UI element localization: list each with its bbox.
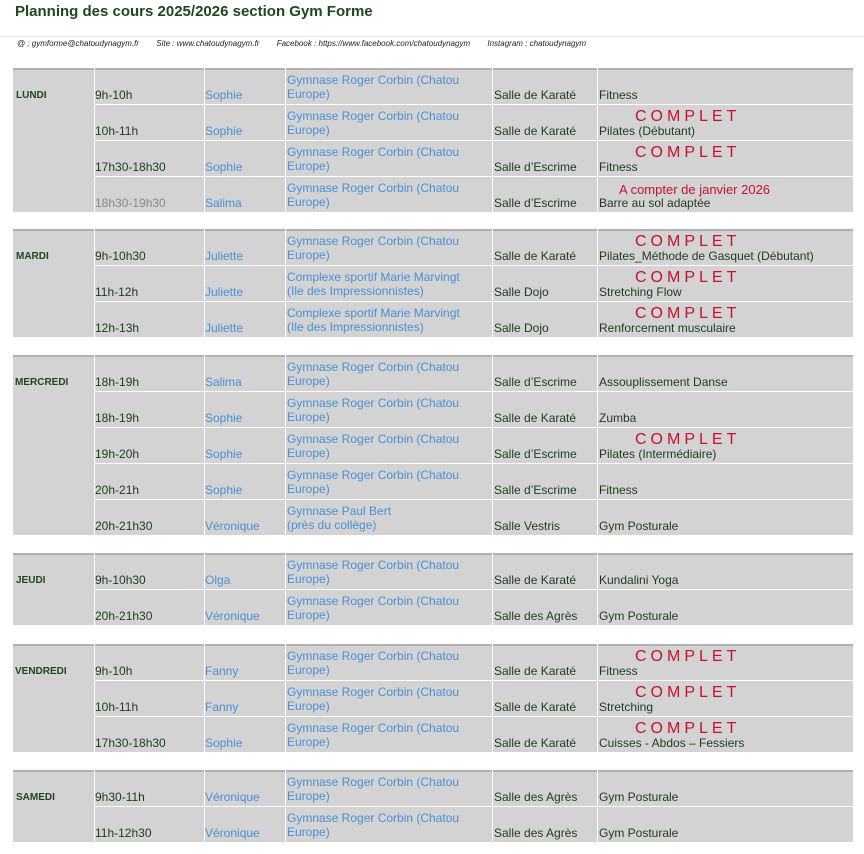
table-row bbox=[13, 589, 853, 625]
time-cell: 18h30-19h30 bbox=[95, 196, 166, 210]
room-cell: Salle Vestris bbox=[494, 519, 561, 533]
place-line-2: Europe) bbox=[287, 482, 330, 496]
time-cell: 17h30-18h30 bbox=[95, 160, 166, 174]
place-line-2: Europe) bbox=[287, 572, 330, 586]
table-row bbox=[13, 770, 853, 806]
place-line-1: Gymnase Roger Corbin (Chatou bbox=[287, 685, 460, 699]
place-line-1: Gymnase Roger Corbin (Chatou bbox=[287, 432, 460, 446]
table-row bbox=[13, 355, 853, 391]
course-cell: Pilates_Méthode de Gasquet (Débutant) bbox=[599, 249, 814, 263]
place-line-2: Europe) bbox=[287, 663, 330, 677]
place-line-1: Gymnase Roger Corbin (Chatou bbox=[287, 775, 460, 789]
table-row bbox=[13, 301, 853, 337]
course-cell: Fitness bbox=[599, 483, 638, 497]
day-group-jeudi bbox=[13, 553, 853, 625]
page-title: Planning des cours 2025/2026 section Gym Forme bbox=[15, 3, 373, 20]
course-cell: Zumba bbox=[599, 411, 637, 425]
room-cell: Salle de Karaté bbox=[494, 249, 577, 263]
course-cell: Assouplissement Danse bbox=[599, 375, 728, 389]
teacher-cell: Sophie bbox=[205, 736, 243, 750]
room-cell: Salle de Karaté bbox=[494, 664, 577, 678]
place-line-2: Europe) bbox=[287, 735, 330, 749]
course-cell: Gym Posturale bbox=[599, 790, 679, 804]
teacher-cell: Fanny bbox=[205, 700, 239, 714]
course-cell: Pilates (Débutant) bbox=[599, 124, 696, 138]
course-cell: Stretching bbox=[599, 700, 654, 714]
table-row bbox=[13, 140, 853, 176]
complet-stamp: COMPLET bbox=[635, 144, 741, 161]
teacher-cell: Sophie bbox=[205, 411, 243, 425]
contact-facebook[interactable]: Facebook : https://www.facebook.com/chatoudynagym bbox=[276, 39, 471, 48]
day-label: SAMEDI bbox=[16, 792, 55, 803]
room-cell: Salle d’Escrime bbox=[494, 483, 577, 497]
room-cell: Salle de Karaté bbox=[494, 573, 577, 587]
teacher-cell: Véronique bbox=[205, 826, 260, 840]
time-cell: 11h-12h bbox=[95, 285, 139, 299]
teacher-cell: Juliette bbox=[205, 285, 244, 299]
room-cell: Salle de Karaté bbox=[494, 411, 577, 425]
teacher-cell: Juliette bbox=[205, 321, 244, 335]
time-cell: 18h-19h bbox=[95, 411, 140, 425]
table-row bbox=[13, 391, 853, 427]
place-line-1: Gymnase Roger Corbin (Chatou bbox=[287, 181, 460, 195]
contact-instagram[interactable]: Instagram : chatoudynagym bbox=[487, 39, 587, 48]
place-line-1: Gymnase Roger Corbin (Chatou bbox=[287, 468, 460, 482]
teacher-cell: Juliette bbox=[205, 249, 244, 263]
place-line-2: Europe) bbox=[287, 446, 330, 460]
teacher-cell: Sophie bbox=[205, 124, 243, 138]
day-label: JEUDI bbox=[16, 575, 46, 586]
place-line-2: Europe) bbox=[287, 825, 330, 839]
table-row bbox=[13, 265, 853, 301]
place-line-2: (près du collège) bbox=[287, 518, 377, 532]
teacher-cell: Fanny bbox=[205, 664, 239, 678]
teacher-cell: Salima bbox=[205, 375, 242, 389]
course-cell: Renforcement musculaire bbox=[599, 321, 736, 335]
time-cell: 9h-10h bbox=[95, 88, 133, 102]
place-line-1: Gymnase Paul Bert bbox=[287, 504, 392, 518]
complet-stamp: COMPLET bbox=[635, 305, 741, 322]
room-cell: Salle de Karaté bbox=[494, 88, 577, 102]
day-group-mardi bbox=[13, 229, 853, 337]
place-line-2: Europe) bbox=[287, 159, 330, 173]
place-line-2: (Ile des Impressionnistes) bbox=[287, 320, 424, 334]
time-cell: 9h-10h bbox=[95, 664, 133, 678]
time-cell: 18h-19h bbox=[95, 375, 140, 389]
place-line-2: Europe) bbox=[287, 608, 330, 622]
room-cell: Salle d’Escrime bbox=[494, 447, 577, 461]
place-line-2: Europe) bbox=[287, 789, 330, 803]
time-cell: 9h-10h30 bbox=[95, 573, 146, 587]
contact-email[interactable]: @ : gymforme@chatoudynagym.fr bbox=[17, 39, 140, 48]
place-line-2: Europe) bbox=[287, 87, 330, 101]
day-group-lundi bbox=[13, 68, 853, 212]
teacher-cell: Sophie bbox=[205, 483, 243, 497]
place-line-2: (Ile des Impressionnistes) bbox=[287, 284, 424, 298]
teacher-cell: Véronique bbox=[205, 609, 260, 623]
complet-stamp: COMPLET bbox=[635, 648, 741, 665]
place-line-1: Gymnase Roger Corbin (Chatou bbox=[287, 109, 460, 123]
place-line-2: Europe) bbox=[287, 699, 330, 713]
time-cell: 11h-12h30 bbox=[95, 826, 152, 840]
course-cell: Pilates (Intermédiaire) bbox=[599, 447, 717, 461]
day-label: MERCREDI bbox=[15, 377, 69, 388]
place-line-1: Gymnase Roger Corbin (Chatou bbox=[287, 594, 460, 608]
contact-site[interactable]: Site : www.chatoudynagym.fr bbox=[156, 39, 260, 48]
teacher-cell: Sophie bbox=[205, 88, 243, 102]
complet-stamp: COMPLET bbox=[635, 720, 741, 737]
course-cell: Barre au sol adaptée bbox=[599, 196, 711, 210]
time-cell: 12h-13h bbox=[95, 321, 140, 335]
table-row bbox=[13, 499, 853, 535]
course-cell: Fitness bbox=[599, 160, 638, 174]
time-cell: 17h30-18h30 bbox=[95, 736, 166, 750]
day-label: LUNDI bbox=[16, 90, 47, 101]
course-cell: Cuisses - Abdos – Fessiers bbox=[599, 736, 745, 750]
course-cell: Kundalini Yoga bbox=[599, 573, 679, 587]
day-label: MARDI bbox=[16, 251, 49, 262]
time-cell: 10h-11h bbox=[95, 124, 139, 138]
place-line-1: Gymnase Roger Corbin (Chatou bbox=[287, 558, 460, 572]
time-cell: 19h-20h bbox=[95, 447, 140, 461]
place-line-1: Gymnase Roger Corbin (Chatou bbox=[287, 360, 460, 374]
complet-stamp: COMPLET bbox=[635, 108, 741, 125]
room-cell: Salle des Agrès bbox=[494, 826, 578, 840]
time-cell: 9h-10h30 bbox=[95, 249, 146, 263]
teacher-cell: Salima bbox=[205, 196, 242, 210]
time-cell: 10h-11h bbox=[95, 700, 139, 714]
room-cell: Salle Dojo bbox=[494, 321, 549, 335]
room-cell: Salle d’Escrime bbox=[494, 375, 577, 389]
course-cell: Gym Posturale bbox=[599, 826, 679, 840]
day-group-samedi bbox=[13, 770, 853, 842]
place-line-1: Gymnase Roger Corbin (Chatou bbox=[287, 396, 460, 410]
complet-stamp: COMPLET bbox=[635, 269, 741, 286]
time-cell: 20h-21h bbox=[95, 483, 140, 497]
teacher-cell: Véronique bbox=[205, 519, 260, 533]
place-line-1: Gymnase Roger Corbin (Chatou bbox=[287, 811, 460, 825]
table-row bbox=[13, 716, 853, 752]
teacher-cell: Olga bbox=[205, 573, 231, 587]
teacher-cell: Sophie bbox=[205, 160, 243, 174]
table-row bbox=[13, 176, 853, 212]
complet-stamp: COMPLET bbox=[635, 431, 741, 448]
table-row bbox=[13, 553, 853, 589]
course-cell: Gym Posturale bbox=[599, 519, 679, 533]
course-cell: Gym Posturale bbox=[599, 609, 679, 623]
place-line-1: Complexe sportif Marie Marvingt bbox=[287, 306, 460, 320]
course-cell: Fitness bbox=[599, 88, 638, 102]
place-line-1: Gymnase Roger Corbin (Chatou bbox=[287, 145, 460, 159]
contact-line bbox=[17, 39, 601, 48]
teacher-cell: Véronique bbox=[205, 790, 260, 804]
table-row bbox=[13, 644, 853, 680]
place-line-2: Europe) bbox=[287, 410, 330, 424]
table-row bbox=[13, 68, 853, 104]
table-row bbox=[13, 229, 853, 265]
complet-stamp: COMPLET bbox=[635, 233, 741, 250]
place-line-2: Europe) bbox=[287, 123, 330, 137]
table-row bbox=[13, 680, 853, 716]
place-line-1: Gymnase Roger Corbin (Chatou bbox=[287, 721, 460, 735]
place-line-1: Complexe sportif Marie Marvingt bbox=[287, 270, 460, 284]
day-group-vendredi bbox=[13, 644, 853, 752]
complet-stamp: COMPLET bbox=[635, 684, 741, 701]
time-cell: 20h-21h30 bbox=[95, 519, 153, 533]
table-row bbox=[13, 806, 853, 842]
place-line-2: Europe) bbox=[287, 195, 330, 209]
place-line-1: Gymnase Roger Corbin (Chatou bbox=[287, 73, 460, 87]
room-cell: Salle d’Escrime bbox=[494, 196, 577, 210]
place-line-2: Europe) bbox=[287, 374, 330, 388]
start-date-note: A compter de janvier 2026 bbox=[619, 182, 771, 197]
room-cell: Salle Dojo bbox=[494, 285, 549, 299]
room-cell: Salle d’Escrime bbox=[494, 160, 577, 174]
room-cell: Salle des Agrès bbox=[494, 609, 578, 623]
header-rule bbox=[0, 36, 864, 37]
time-cell: 20h-21h30 bbox=[95, 609, 153, 623]
room-cell: Salle de Karaté bbox=[494, 700, 577, 714]
day-label: VENDREDI bbox=[15, 666, 67, 677]
course-cell: Stretching Flow bbox=[599, 285, 682, 299]
room-cell: Salle de Karaté bbox=[494, 124, 577, 138]
place-line-2: Europe) bbox=[287, 248, 330, 262]
course-cell: Fitness bbox=[599, 664, 638, 678]
table-row bbox=[13, 463, 853, 499]
table-row bbox=[13, 104, 853, 140]
teacher-cell: Sophie bbox=[205, 447, 243, 461]
place-line-1: Gymnase Roger Corbin (Chatou bbox=[287, 234, 460, 248]
time-cell: 9h30-11h bbox=[95, 790, 145, 804]
room-cell: Salle de Karaté bbox=[494, 736, 577, 750]
day-group-mercredi bbox=[13, 355, 853, 535]
place-line-1: Gymnase Roger Corbin (Chatou bbox=[287, 649, 460, 663]
table-row bbox=[13, 427, 853, 463]
room-cell: Salle des Agrès bbox=[494, 790, 578, 804]
